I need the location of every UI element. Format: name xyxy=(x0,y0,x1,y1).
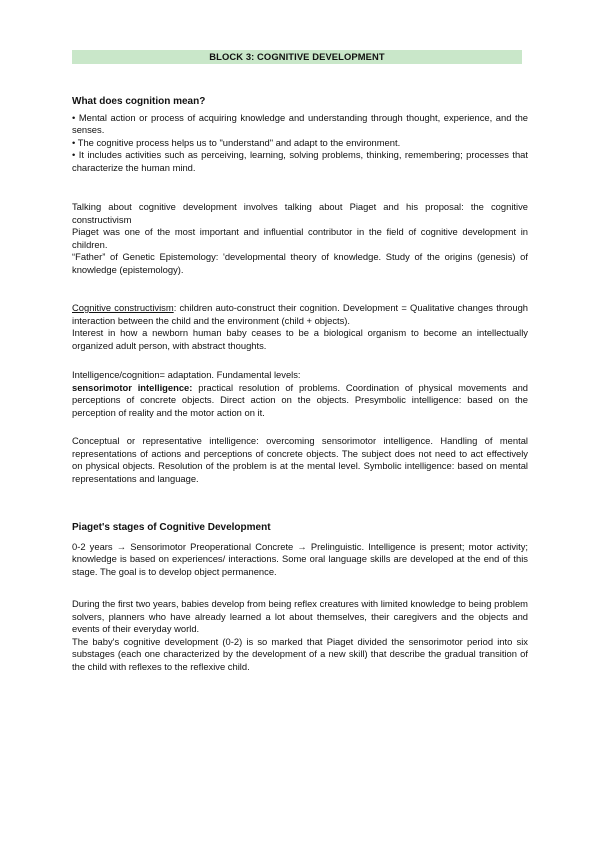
section-conceptual-intelligence xyxy=(72,435,528,485)
paragraph xyxy=(72,382,528,420)
paragraph: Piaget was one of the most important and influential contributor in the field of cognitive development in children. xyxy=(72,226,528,250)
section-heading: What does cognition mean? xyxy=(72,96,206,107)
block-title-banner: BLOCK 3: COGNITIVE DEVELOPMENT xyxy=(72,50,522,64)
section-piaget-intro xyxy=(72,201,528,277)
bullet-item: • The cognitive process helps us to "understand" and adapt to the environment. xyxy=(72,136,401,148)
paragraph: “Father” of Genetic Epistemology: 'developmental theory of knowledge. Study of the origins (genesis) of knowledge (epistemology). xyxy=(72,251,528,275)
section-first-two-years xyxy=(72,598,528,674)
bullet-item: • It includes activities such as perceiving, learning, solving problems, thinking, remembering; processes that characterize the human mind. xyxy=(72,149,528,173)
paragraph-text: practical resolution of problems. Coordination of physical movements and perceptions of concrete objects. Direct action on the objects. Presymbolic intelligence: based on the perception of reality and the motor action on it. xyxy=(72,381,528,418)
paragraph: Interest in how a newborn human baby ceases to be a biological organism to become an intellectually organized adult person, with abstract thoughts. xyxy=(72,327,528,351)
paragraph: Intelligence/cognition= adaptation. Fundamental levels: xyxy=(72,369,301,380)
paragraph: 0-2 years → Sensorimotor Preoperational Concrete → Prelinguistic. Intelligence is present; motor activity; knowledge is based on experiences/ interactions. Some oral language skills are developed at the end of this stage. The goal is to develop object permanence. xyxy=(72,540,528,577)
paragraph xyxy=(72,302,528,327)
paragraph-text: : children auto-construct their cognition. Development = Qualitative changes through interaction between the child and the environment (child + objects). xyxy=(72,302,528,326)
paragraph: During the first two years, babies develop from being reflex creatures with limited knowledge to being problem solvers, planners who have already learned a lot about themselves, their caregivers and the objects and events of their everyday world. xyxy=(72,598,528,635)
section-intelligence-levels xyxy=(72,369,528,419)
underlined-term: Cognitive constructivism xyxy=(72,302,174,313)
section-constructivism xyxy=(72,302,528,352)
bullet-item: • Mental action or process of acquiring knowledge and understanding through thought, experience, and the senses. xyxy=(72,111,528,136)
section-piaget-stages xyxy=(72,522,528,578)
section-heading: Piaget's stages of Cognitive Development xyxy=(72,522,271,533)
paragraph: Talking about cognitive development involves talking about Piaget and his proposal: the cognitive constructivism xyxy=(72,201,528,225)
paragraph: The baby's cognitive development (0-2) is so marked that Piaget divided the sensorimotor period into six substages (each one characterized by the development of a new skill) that describe the gradual transition of the child with reflexes to the reflexive child. xyxy=(72,635,528,672)
paragraph: Conceptual or representative intelligence: overcoming sensorimotor intelligence. Handling of mental representations of actions and perceptions of concrete objects. The subject does not need to act effectively on physical objects. Resolution of the problem is at the mental level. Symbolic intelligence: based on mental representations and language. xyxy=(72,435,528,484)
section-cognition-meaning xyxy=(72,96,528,175)
bold-term: sensorimotor intelligence: xyxy=(72,381,193,393)
